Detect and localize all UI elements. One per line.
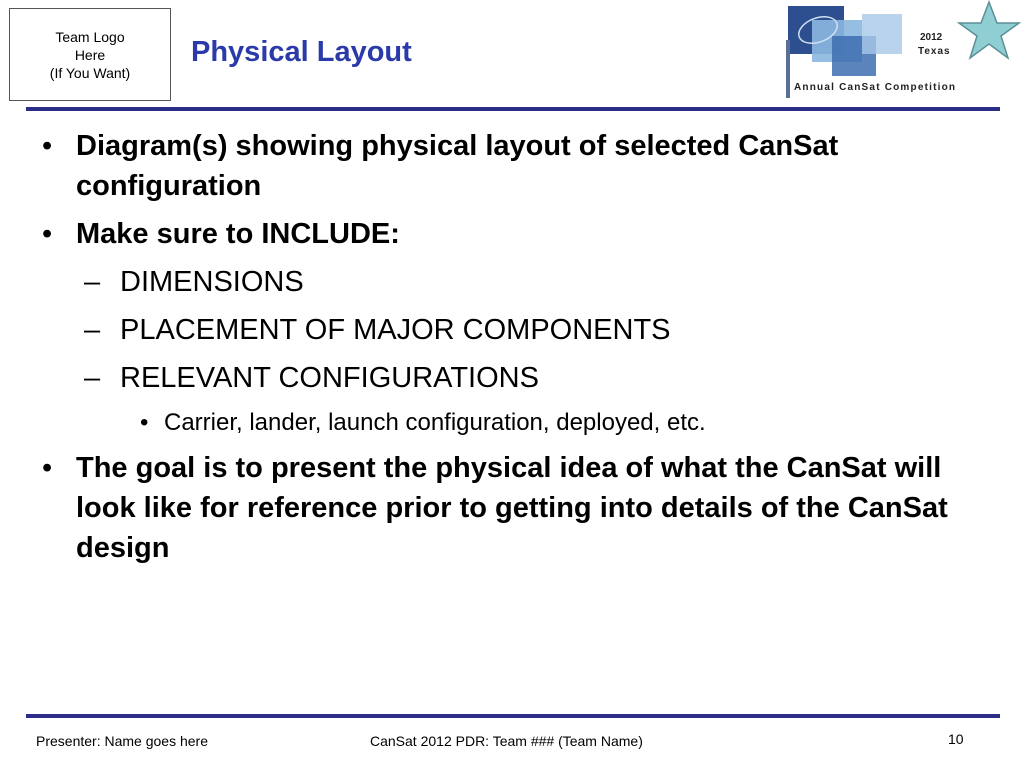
sub-bullet-item <box>34 262 994 302</box>
logo-rocket-pole <box>786 40 790 98</box>
star-icon <box>959 2 1019 58</box>
bullet-item <box>34 448 994 568</box>
bullet-item <box>34 126 994 206</box>
bullet-text: Make sure to INCLUDE: <box>76 218 400 250</box>
sub-bullet-text: RELEVANT CONFIGURATIONS <box>120 362 539 394</box>
competition-logo <box>778 0 1024 104</box>
sub-bullet-item <box>34 310 994 350</box>
slide-title: Physical Layout <box>191 36 412 68</box>
footer-presenter: Presenter: Name goes here <box>36 733 208 749</box>
logo-year: 2012 <box>920 32 943 43</box>
header-divider <box>26 107 1000 111</box>
sub-sub-bullet-item <box>34 406 994 440</box>
bullet-list <box>34 126 994 576</box>
logo-text-line-3: (If You Want) <box>49 64 131 81</box>
bullet-text: The goal is to present the physical idea of what the CanSat will look like for reference prior to getting into details of the CanSat design <box>76 452 948 564</box>
dash-marker: – <box>84 362 101 394</box>
dash-marker: – <box>84 266 101 298</box>
bullet-item <box>34 214 994 254</box>
logo-competition-name: Annual CanSat Competition <box>794 82 957 93</box>
bullet-marker: • <box>42 130 53 162</box>
logo-location: Texas <box>918 46 951 57</box>
page-number: 10 <box>948 731 964 747</box>
logo-text-line-2: Here <box>74 46 106 63</box>
logo-text-line-1: Team Logo <box>55 28 125 45</box>
sub-bullet-item <box>34 358 994 398</box>
dash-marker: – <box>84 314 101 346</box>
sub-bullet-text: PLACEMENT OF MAJOR COMPONENTS <box>120 314 671 346</box>
bullet-marker: • <box>140 409 149 436</box>
bullet-text: Diagram(s) showing physical layout of selected CanSat configuration <box>76 130 839 202</box>
logo-block-pale <box>862 14 902 54</box>
sub-sub-bullet-text: Carrier, lander, launch configuration, deployed, etc. <box>164 409 706 436</box>
footer-team-info: CanSat 2012 PDR: Team ### (Team Name) <box>370 733 643 749</box>
sub-bullet-text: DIMENSIONS <box>120 266 304 298</box>
footer-divider <box>26 714 1000 718</box>
team-logo-placeholder <box>9 8 171 101</box>
bullet-marker: • <box>42 218 53 250</box>
bullet-marker: • <box>42 452 53 484</box>
